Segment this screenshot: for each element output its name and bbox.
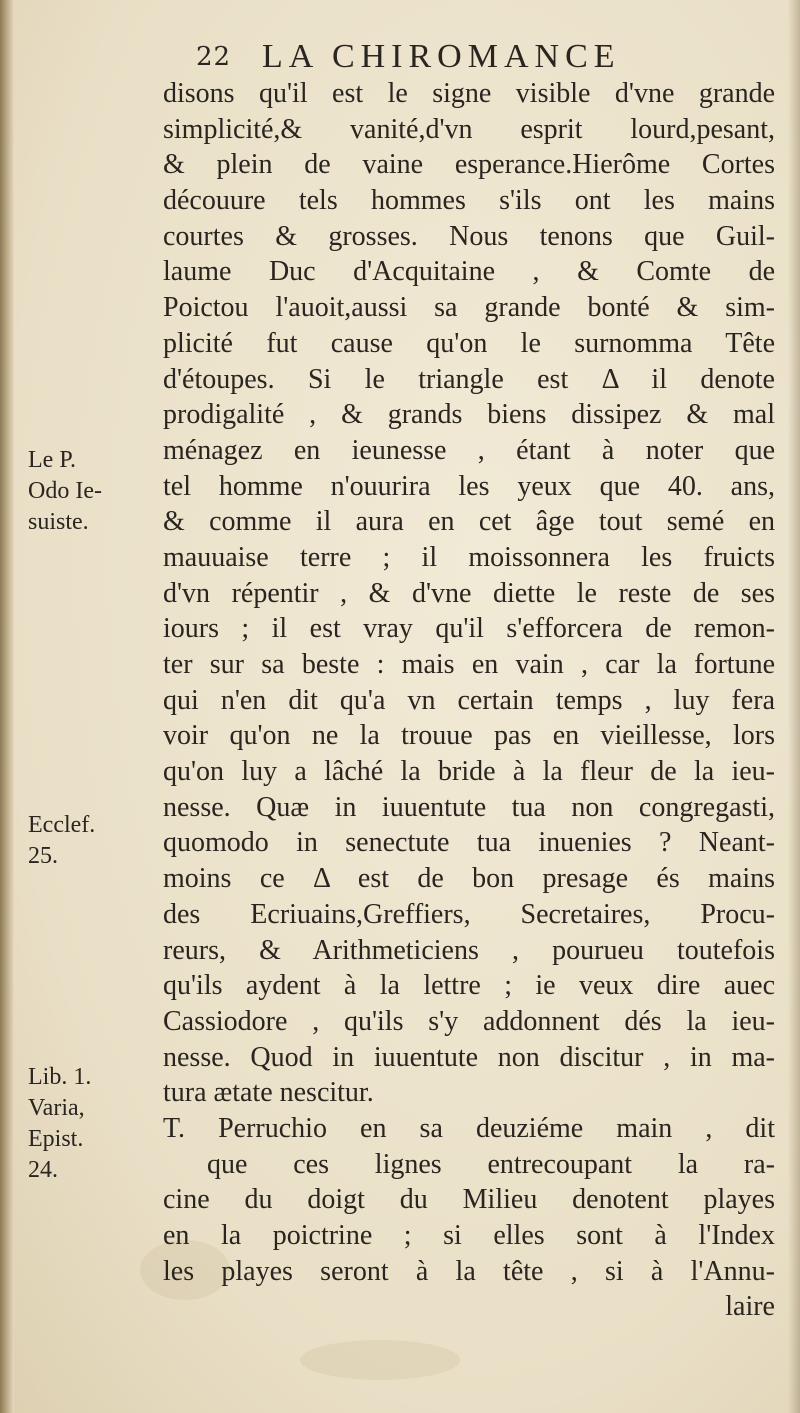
text-line: d'étoupes. Si le triangle est Δ il denote bbox=[163, 363, 775, 395]
margin-note bbox=[28, 810, 153, 872]
text-line: voir qu'on ne la trouue pas en vieillesse, lors bbox=[163, 720, 775, 752]
text-line: en la poictrine ; si elles sont à l'Index bbox=[163, 1220, 775, 1251]
margin-note-line: Ecclef. bbox=[28, 812, 96, 838]
text-line: des Ecriuains,Greffiers, Secretaires, Procu- bbox=[163, 898, 775, 930]
text-line: T. Perruchio en sa deuziéme main , dit bbox=[163, 1112, 775, 1144]
margin-note-line: Varia, bbox=[28, 1095, 85, 1121]
text-line: qu'on luy a lâché la bride à la fleur de la ieu- bbox=[163, 756, 775, 788]
text-line: simplicité,& vanité,d'vn esprit lourd,pesant, bbox=[163, 113, 775, 145]
text-line: nesse. Quæ in iuuentute tua non congregasti, bbox=[163, 791, 775, 823]
margin-note-line: Lib. 1. bbox=[28, 1064, 92, 1090]
margin-note-line: 25. bbox=[28, 843, 58, 869]
margin-note bbox=[28, 445, 153, 538]
book-spine bbox=[0, 0, 14, 1413]
text-line: que ces lignes entrecoupant la ra- bbox=[207, 1148, 775, 1180]
margin-note-line: Le P. bbox=[28, 447, 76, 473]
text-line: plicité fut cause qu'on le surnomma Tête bbox=[163, 327, 775, 359]
text-line: d'vn répentir , & d'vne diette le reste de ses bbox=[163, 577, 775, 609]
text-line: tel homme n'ouurira les yeux que 40. ans, bbox=[163, 470, 775, 502]
margin-note-line: Epist. bbox=[28, 1126, 84, 1152]
text-line: quomodo in senectute tua inuenies ? Neant- bbox=[163, 827, 775, 859]
text-line: laume Duc d'Acquitaine , & Comte de bbox=[163, 256, 775, 288]
text-line: les playes seront à la tête , si à l'Annu- bbox=[163, 1255, 775, 1287]
text-line: reurs, & Arithmeticiens , pourueu toutefois bbox=[163, 934, 775, 966]
text-line: cine du doigt du Milieu denotent playes bbox=[163, 1184, 775, 1216]
text-line: découure tels hommes s'ils ont les mains bbox=[163, 185, 775, 217]
text-line: disons qu'il est le signe visible d'vne grande bbox=[163, 78, 775, 109]
margin-note-line: Odo Ie- bbox=[28, 478, 102, 504]
text-line: Poictou l'auoit,aussi sa grande bonté & sim- bbox=[163, 292, 775, 324]
text-line: qui n'en dit qu'a vn certain temps , luy fera bbox=[163, 684, 775, 716]
text-line: & plein de vaine esperance.Hierôme Cortes bbox=[163, 149, 775, 181]
text-line: qu'ils aydent à la lettre ; ie veux dire auec bbox=[163, 970, 775, 1002]
text-line: mauuaise terre ; il moissonnera les fruicts bbox=[163, 541, 775, 573]
catchword: laire bbox=[725, 1291, 775, 1323]
body-text bbox=[163, 76, 775, 1325]
page-edge-shadow bbox=[788, 0, 800, 1413]
page-number: 22 bbox=[196, 42, 232, 72]
text-line: tura ætate nescitur. bbox=[163, 1077, 374, 1109]
page-header bbox=[0, 38, 800, 78]
text-line: moins ce Δ est de bon presage és mains bbox=[163, 863, 775, 895]
margin-note-line: 24. bbox=[28, 1157, 58, 1183]
text-line: courtes & grosses. Nous tenons que Guil- bbox=[163, 220, 775, 252]
text-line: & comme il aura en cet âge tout semé en bbox=[163, 506, 775, 538]
text-line: ménagez en ieunesse , étant à noter que bbox=[163, 434, 775, 466]
text-line: iours ; il est vray qu'il s'efforcera de remon- bbox=[163, 613, 775, 645]
paper-stain bbox=[300, 1340, 460, 1380]
margin-note bbox=[28, 1062, 153, 1186]
text-line: nesse. Quod in iuuentute non discitur , in ma- bbox=[163, 1041, 775, 1073]
text-line: Cassiodore , qu'ils s'y addonnent dés la ieu- bbox=[163, 1005, 775, 1037]
margin-note-line: suiste. bbox=[28, 509, 89, 535]
running-title: LA CHIROMANCE bbox=[262, 38, 621, 75]
text-line: prodigalité , & grands biens dissipez & mal bbox=[163, 399, 775, 431]
text-line: ter sur sa beste : mais en vain , car la fortune bbox=[163, 649, 775, 680]
